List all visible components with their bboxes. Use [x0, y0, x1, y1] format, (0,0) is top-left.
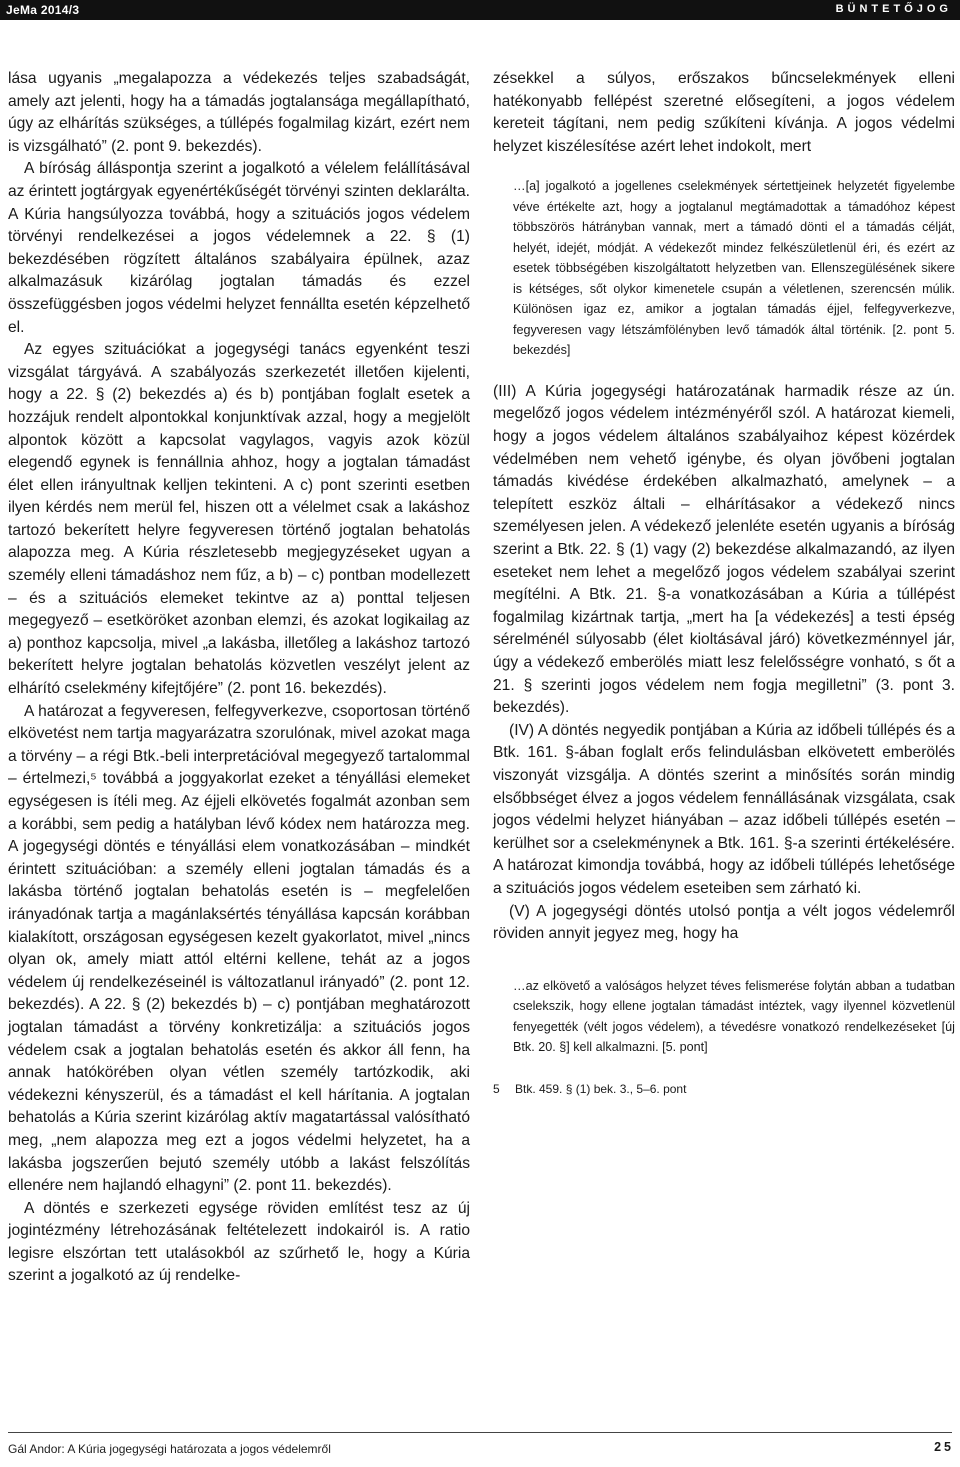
right-paragraph-1: zésekkel a súlyos, erőszakos bűncselekmények elleni hatékonyabb fellépést szeretné elősegíteni, a jogos védelem kereteit tágítani, nem pedig szűkíteni kívánja. A jogos védelmi helyzet kiszélesítése azért lehet indokolt, mert — [493, 70, 955, 155]
footnote-number: 5 — [493, 1081, 500, 1096]
page-number: 25 — [934, 1440, 954, 1454]
block-quote-1: …[a] jogalkotó a jogellenes cselekmények sértettjeinek helyzetét figyelembe véve értékelte azt, hogy a jogtalanul megtámadottak a támadóhoz képest többszörös hátrányban vannak, mert a támadó dönti el a támadás célját, helyét, idejét, módját. A védekezőt mindez felkészületlenül éri, és ezért az esetek többségében kiszolgáltatott helyzetben van. Ellenszegülésének sikere is kétséges, sőt olykor kimenetele csupán a véletlenen, szerencsén múlik. Különösen igaz ez, amikor a jogtalan támadás éjjel, felfegyverkezve, fegyveresen vagy létszámfölényben levő támadók által történik. [2. pont 5. bekezdés] — [513, 179, 955, 358]
journal-issue: JeMa 2014/3 — [6, 3, 80, 17]
left-paragraph-3: Az egyes szituációkat a jogegységi tanács egyenként teszi vizsgálat tárgyává. A szabályozás szerkezetét illetően kijelenti, hogy a 22. § (2) bekezdés a) és b) pontjában foglalt esetek a hozzájuk rendelt alpontokkal konjunktívak azzal, hogy a megjelölt alpontok között a kapcsolat vagylagos, vagyis azok közül elegendő egynek is fennállnia ahhoz, hogy a jogtalan támadást élet ellen irányultnak kelljen tekinteni. A c) pont szerinti esetben ilyen kérdés nem merül fel, hiszen ott a vélelmet csak a lakáshoz tartozó bekerített helyre fegyveresen történő jogtalan behatolás alapozza meg. A Kúria részletesebb megjegyzéseket ugyan a személy elleni támadáshoz nem fűz, a b) – c) pontban modellezett – és a szituációs elemeket tekintve az a) ponttal teljesen megegyező – esetköröket azonban elemzi, és azokat logikailag az a) ponthoz kapcsolja, mivel „a lakásba, illetőleg a lakáshoz tartozó bekerített helyre jogtalan behatolás közvetlen veszélyt jelent az elhárító cselekmény kifejtőjére” (2. pont 16. bekezdés). — [8, 341, 470, 698]
left-paragraph-4: A határozat a fegyveresen, felfegyverkezve, csoportosan történő elkövetést nem tartja magyarázatra szorulónak, mivel azokat maga a törvény – a régi Btk.-beli interpretációval megegyező tartalommal – értelmezi,⁵ továbbá a joggyakorlat ezeket a tényállási elemeket egységesen is ítéli meg. Az éjjeli elkövetés fogalmát azonban sem a korábbi, sem pedig a hatályban lévő kódex nem határozza meg. A jogegységi döntés e tényállási elem vonatkozásában – mindkét érintett szituációban: a személy elleni jogtalan támadás és a lakásba történő jogtalan behatolás esetén is – megfelelően irányadónak tartja a magánlaksértés tényállása kapcsán korábban kialakított, országosan egységesen kezelt gyakorlatot, mivel „nincs olyan ok, amely miatt attól eltérni kellene, tehát az a jogos védelem új rendelkezéseinél is változatlanul irányadó” (2. pont 12. bekezdés). A 22. § (2) bekezdés b) – c) pontjában meghatározott jogtalan támadást a törvény konkretizálja: a szituációs jogos védelem csak a jogtalan behatolás esetén és akkor áll fenn, ha annak hatókörében olyan vétlen személy tartózkodik, aki védekezni kényszerül, és a támadást el kell hárítania. A jogtalan behatolás a Kúria szerint kizárólag aktív magatartással valósítható meg, „nem alapozza meg ezt a jogos védelmi helyzetet, ha a lakásba jogszerűen bejutó személy utóbb a lakást felszólítás ellenére nem hajlandó elhagyni” (2. pont 11. bekezdés). — [8, 702, 470, 1195]
block-quote-2: …az elkövető a valóságos helyzet téves felismerése folytán abban a tudatban cselekszik, hogy ellene jogtalan támadást intéztek, vagy ilyennel közvetlenül fenyegették (vélt jogos védelem), a tévedésre vonatkozó rendelkezéseket [új Btk. 20. §] kell alkalmazni. [5. pont] — [513, 978, 955, 1055]
right-column — [493, 68, 955, 1098]
right-paragraph-2: (III) A Kúria jogegységi határozatának harmadik része az ún. megelőző jogos védelem intézményéről szól. A határozat kiemeli, hogy a jogos védelem általános szabályaihoz képest közérdek védelmében nem vehető igénybe, és olyan jövőbeni jogtalan támadás kivédése érdekében alkalmazható, amelynek – a telepített eszköz általi – elhárításakor a védekező nincs személyesen jelen. A védekező jelenléte esetén ugyanis a bíróság szerint a Btk. 22. § (1) vagy (2) bekezdése alkalmazandó, az ilyen eseteket nem lehet a megelőző jogos védelem szabályai szerint megítélni. A Btk. 21. §-a vonatkozásában a Kúria a túllépést fogalmilag kizártnak tartja, „mert ha [a védekezés] a testi épség sérelménél súlyosabb (élet kioltásával járó) következménnyel jár, úgy a védekező emberölés miatt lesz felelősségre vonható, s őt a 21. § szerinti jogos védelem nem fogja megilletni” (3. pont 3. bekezdés). — [493, 382, 955, 717]
left-paragraph-1: lása ugyanis „megalapozza a védekezés teljes szabadságát, amely azt jelenti, hogy ha a támadás jogtalansága megállapítható, úgy az elhárítás szükséges, a túllépés fogalmilag kizárt, ezért nem is vizsgálható” (2. pont 9. bekezdés). — [8, 70, 470, 155]
right-paragraph-4: (V) A jogegységi döntés utolsó pontja a vélt jogos védelemről röviden annyit jegyez meg, hogy ha — [493, 902, 955, 943]
running-header — [0, 0, 960, 20]
left-paragraph-2: A bíróság álláspontja szerint a jogalkotó a vélelem felállításával az érintett jogtárgyak egyenértékűségét törvényi szinten deklarálta. A Kúria hangsúlyozza továbbá, hogy a szituációs jogos védelem törvényi rendelkezései a jogos védelemnek a 22. § (1) bekezdésében rögzített általános szabályaira épülnek, azaz alkalmazásuk kizárólag jogtalan támadás és ezzel összefüggésben jogos védelmi helyzet fennállta esetén képzelhető el. — [8, 160, 471, 336]
section-title: BÜNTETŐJOG — [835, 3, 952, 15]
footer-divider — [8, 1432, 952, 1433]
left-paragraph-5: A döntés e szerkezeti egysége röviden említést tesz az új jogintézmény létrehozásának feltételezett indokairól is. A ratio legisre elszórtan tett utalásokból az szűrhető le, hogy a Kúria szerint a jogalkotó az új rendelke- — [8, 1199, 470, 1285]
footnote — [493, 1080, 955, 1098]
left-column — [8, 68, 470, 1288]
right-paragraph-3: (IV) A döntés negyedik pontjában a Kúria az időbeli túllépés és a Btk. 161. §-ában foglalt erős felindulásban elkövetett emberölés viszonyát vizsgálja. A döntés szerint a minősítés során mindig elsőbbséget élvez a jogos védelem fennállásának vizsgálata, csak jogos védelmi helyzet hiányában – azaz időbeli túllépés esetén – kerülhet sor a cselekménynek a Btk. 161. §-a szerinti értékelésére. A határozat kimondja továbbá, hogy az időbeli túllépés lehetősége a szituációs jogos védelem eseteiben sem zárható ki. — [493, 721, 955, 897]
footer-author-title: Gál Andor: A Kúria jogegységi határozata a jogos védelemről — [8, 1442, 331, 1456]
footnote-text: Btk. 459. § (1) bek. 3., 5–6. pont — [515, 1081, 687, 1096]
